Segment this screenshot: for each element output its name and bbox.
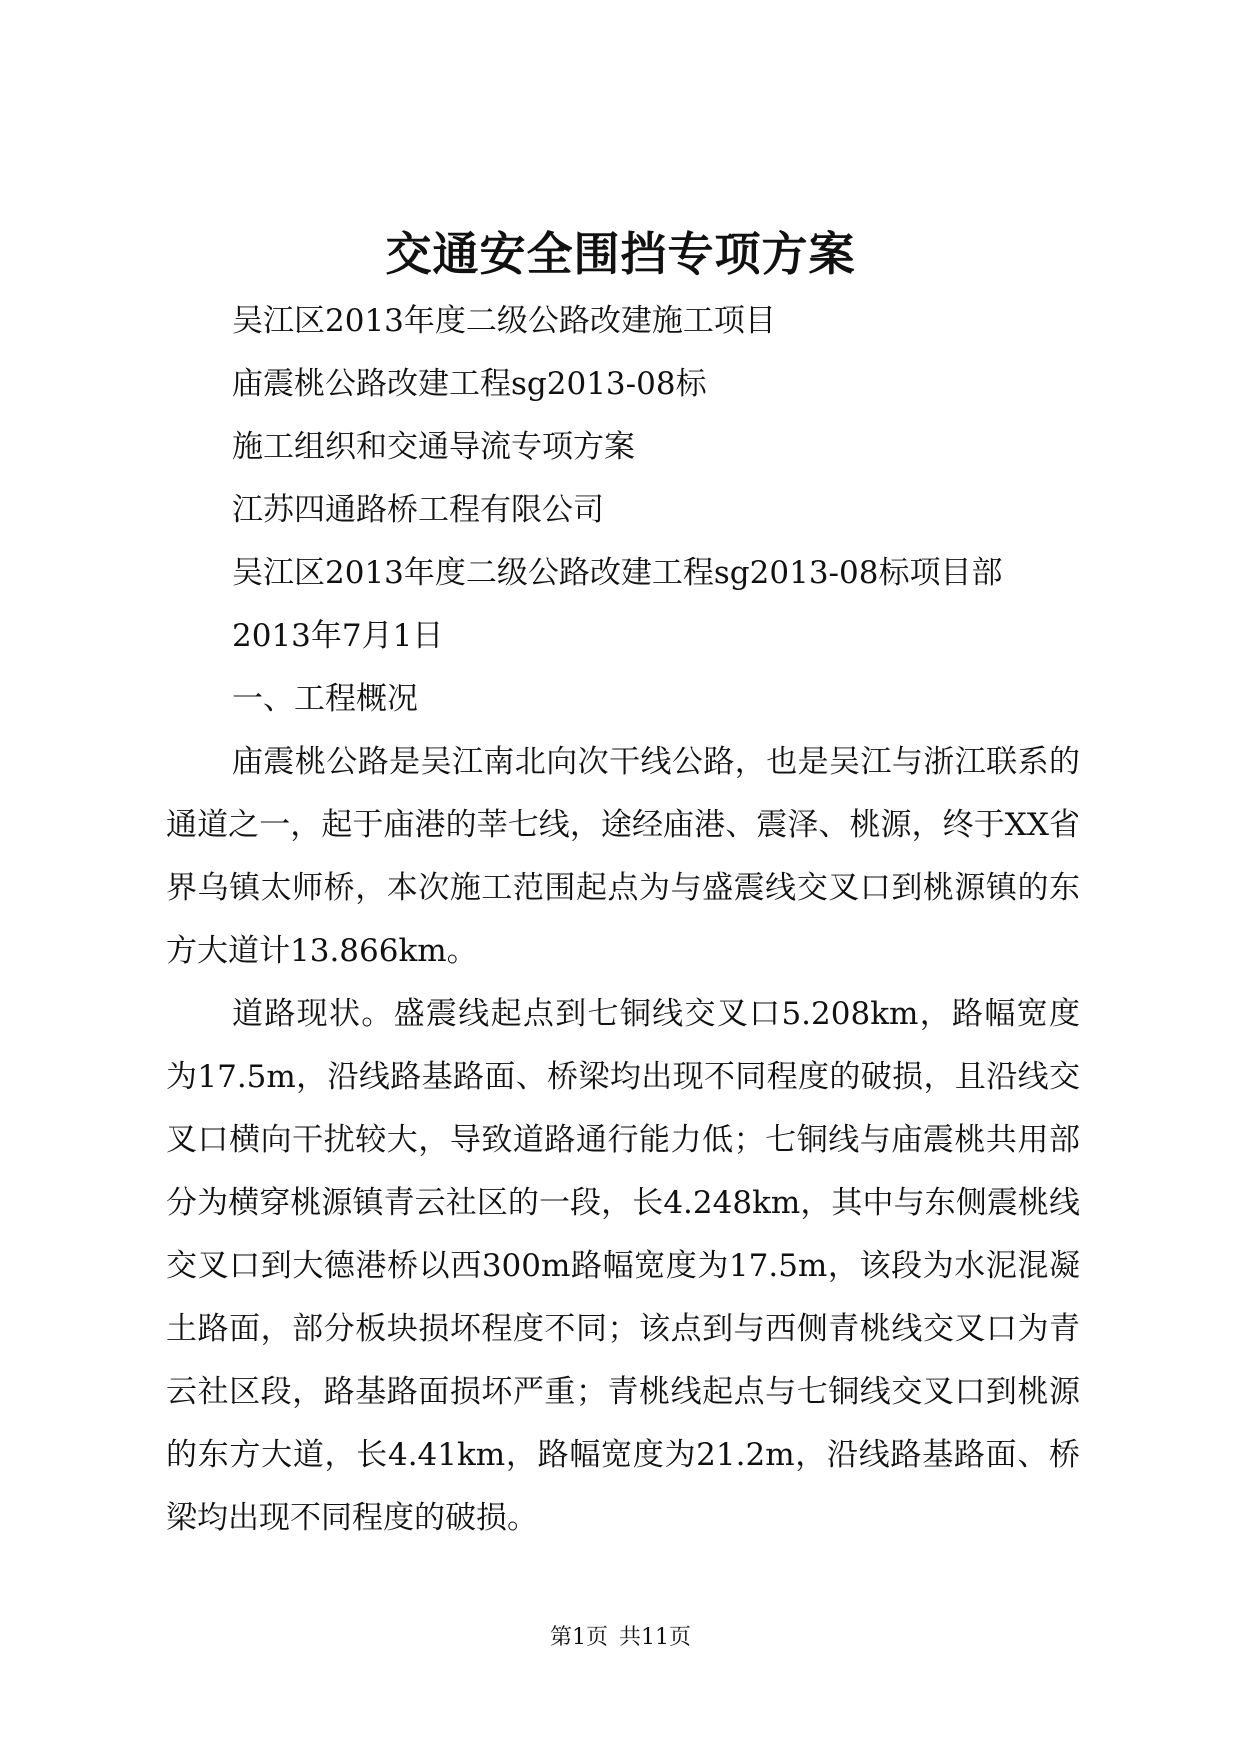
company-name-line: 江苏四通路桥工程有限公司 (232, 492, 604, 528)
project-name-line: 吴江区2013年度二级公路改建施工项目 (232, 303, 776, 339)
project-department-line: 吴江区2013年度二级公路改建工程sg2013-08标项目部 (232, 555, 1003, 591)
page-number: 第1页 (550, 1625, 608, 1650)
section-heading: 一、工程概况 (232, 681, 418, 717)
project-section-line: 庙震桃公路改建工程sg2013-08标 (232, 366, 707, 402)
document-date-line: 2013年7月1日 (232, 618, 444, 654)
page-total: 共11页 (619, 1625, 691, 1650)
plan-name-line: 施工组织和交通导流专项方案 (232, 429, 635, 465)
body-paragraph-road-status: 道路现状。盛震线起点到七铜线交叉口5.208km，路幅宽度为17.5m，沿线路基路面、桥梁均出现不同程度的破损，且沿线交叉口横向干扰较大，导致道路通行能力低；七铜线与庙震桃共用部分为横穿桃源镇青云社区的一段，长4.248km，其中与东侧震桃线交叉口到大德港桥以西300m路幅宽度为17.5m，该段为水泥混凝土路面，部分板块损坏程度不同；该点到与西侧青桃线交叉口为青云社区段，路基路面损坏严重；青桃线起点与七铜线交叉口到桃源的东方大道，长4.41km，路幅宽度为21.2m，沿线路基路面、桥梁均出现不同程度的破损。 (166, 996, 1080, 1536)
page-footer (0, 1620, 1241, 1651)
document-body (166, 290, 1080, 1550)
document-title: 交通安全围挡专项方案 (385, 227, 856, 281)
body-paragraph-overview: 庙震桃公路是吴江南北向次干线公路，也是吴江与浙江联系的通道之一，起于庙港的莘七线，途经庙港、震泽、桃源，终于XX省界乌镇太师桥，本次施工范围起点为与盛震线交叉口到桃源镇的东方大道计13.866km。 (166, 744, 1080, 969)
